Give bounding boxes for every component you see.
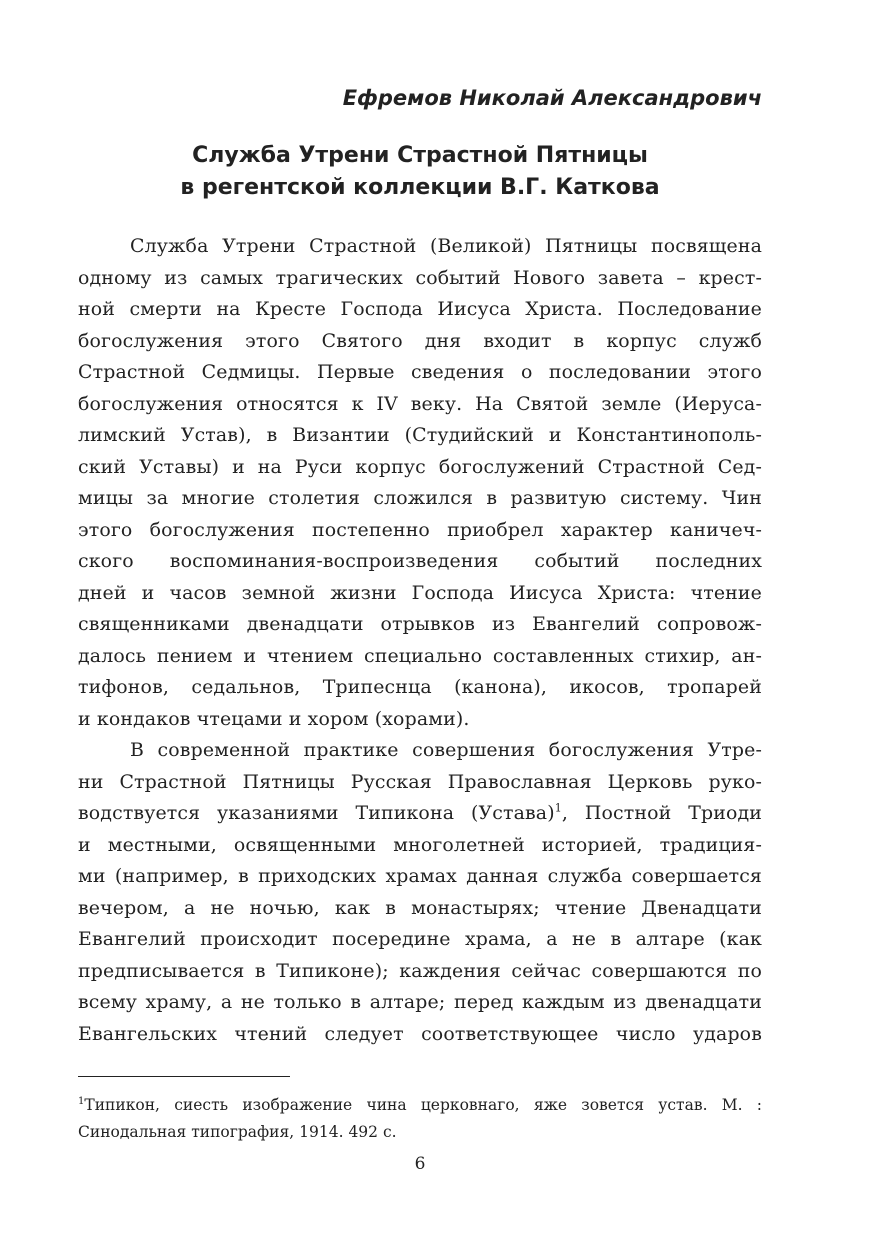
text-line: ми (например, в приходских храмах данная служба совершается xyxy=(78,865,762,887)
paragraph-1 xyxy=(78,231,762,735)
title-line-2: в регентской коллекции В.Г. Каткова xyxy=(180,175,660,200)
text-line: богослужения этого Святого дня входит в корпус служб xyxy=(78,329,762,352)
text-line: и кондаков чтецами и хором (хорами). xyxy=(78,707,470,730)
text-line: ского воспоминания-воспроизведения событий последних xyxy=(78,550,762,572)
article-body xyxy=(78,231,762,1050)
text-line: всему храму, а не только в алтаре; перед каждым из двенадцати xyxy=(78,991,762,1013)
article-title xyxy=(78,140,762,204)
text-line-with-footnote-ref xyxy=(78,798,762,830)
text-line: ский Уставы) и на Руси корпус богослужений Страстной Сед- xyxy=(78,455,762,478)
text-line: дней и часов земной жизни Господа Иисуса Христа: чтение xyxy=(78,581,762,604)
footnote-line-1 xyxy=(78,1092,762,1119)
text-fragment: , Постной Триоди xyxy=(561,802,762,824)
footnote xyxy=(78,1092,762,1146)
text-line: ни Страстной Пятницы Русская Православная Церковь руко- xyxy=(78,770,762,793)
text-line: Служба Утрени Страстной (Великой) Пятницы посвящена xyxy=(130,235,762,257)
footnote-line-2: Синодальная типография, 1914. 492 с. xyxy=(78,1123,397,1141)
text-line: далось пением и чтением специально составленных стихир, ан- xyxy=(78,644,762,667)
page-number: 6 xyxy=(414,1154,426,1174)
author-name: Ефремов Николай Александрович xyxy=(342,86,762,110)
text-line: священниками двенадцати отрывков из Евангелий сопровож- xyxy=(78,613,762,635)
text-line: богослужения относятся к IV веку. На Святой земле (Иеруса- xyxy=(78,392,762,415)
text-line: Евангелий происходит посередине храма, а не в алтаре (как xyxy=(78,928,762,950)
text-line: вечером, а не ночью, как в монастырях; чтение Двенадцати xyxy=(78,896,762,919)
text-line: тифонов, седальнов, Трипеснца (канона), икосов, тропарей xyxy=(78,676,762,698)
footnote-separator xyxy=(78,1076,290,1077)
text-line: ной смерти на Кресте Господа Иисуса Христа. Последование xyxy=(78,298,762,320)
text-line: этого богослужения постепенно приобрел характер каничеч- xyxy=(78,518,762,541)
text-line: одному из самых трагических событий Нового завета – крест- xyxy=(78,266,762,289)
text-line: Евангельских чтений следует соответствующее число ударов xyxy=(78,1022,762,1045)
text-line: предписывается в Типиконе); каждения сейчас совершаются по xyxy=(78,959,762,982)
footnote-reference[interactable]: 1 xyxy=(554,801,562,815)
text-line: и местными, освященными многолетней историей, традиция- xyxy=(78,833,762,856)
paragraph-2 xyxy=(78,735,762,1050)
title-line-1: Служба Утрени Страстной Пятницы xyxy=(192,143,648,168)
text-line: Страстной Седмицы. Первые сведения о последовании этого xyxy=(78,361,762,383)
text-fragment: водствуется указаниями Типикона (Устава) xyxy=(78,802,555,824)
footnote-text: Типикон, сиесть изображение чина церковнаго, яже зовется устав. М. : xyxy=(84,1096,762,1114)
text-line: В современной практике совершения богослужения Утре- xyxy=(130,739,762,761)
footnote-mark: 1 xyxy=(78,1095,85,1107)
text-line: мицы за многие столетия сложился в развитую систему. Чин xyxy=(78,487,762,509)
text-line: лимский Устав), в Византии (Студийский и Константинополь- xyxy=(78,424,762,446)
